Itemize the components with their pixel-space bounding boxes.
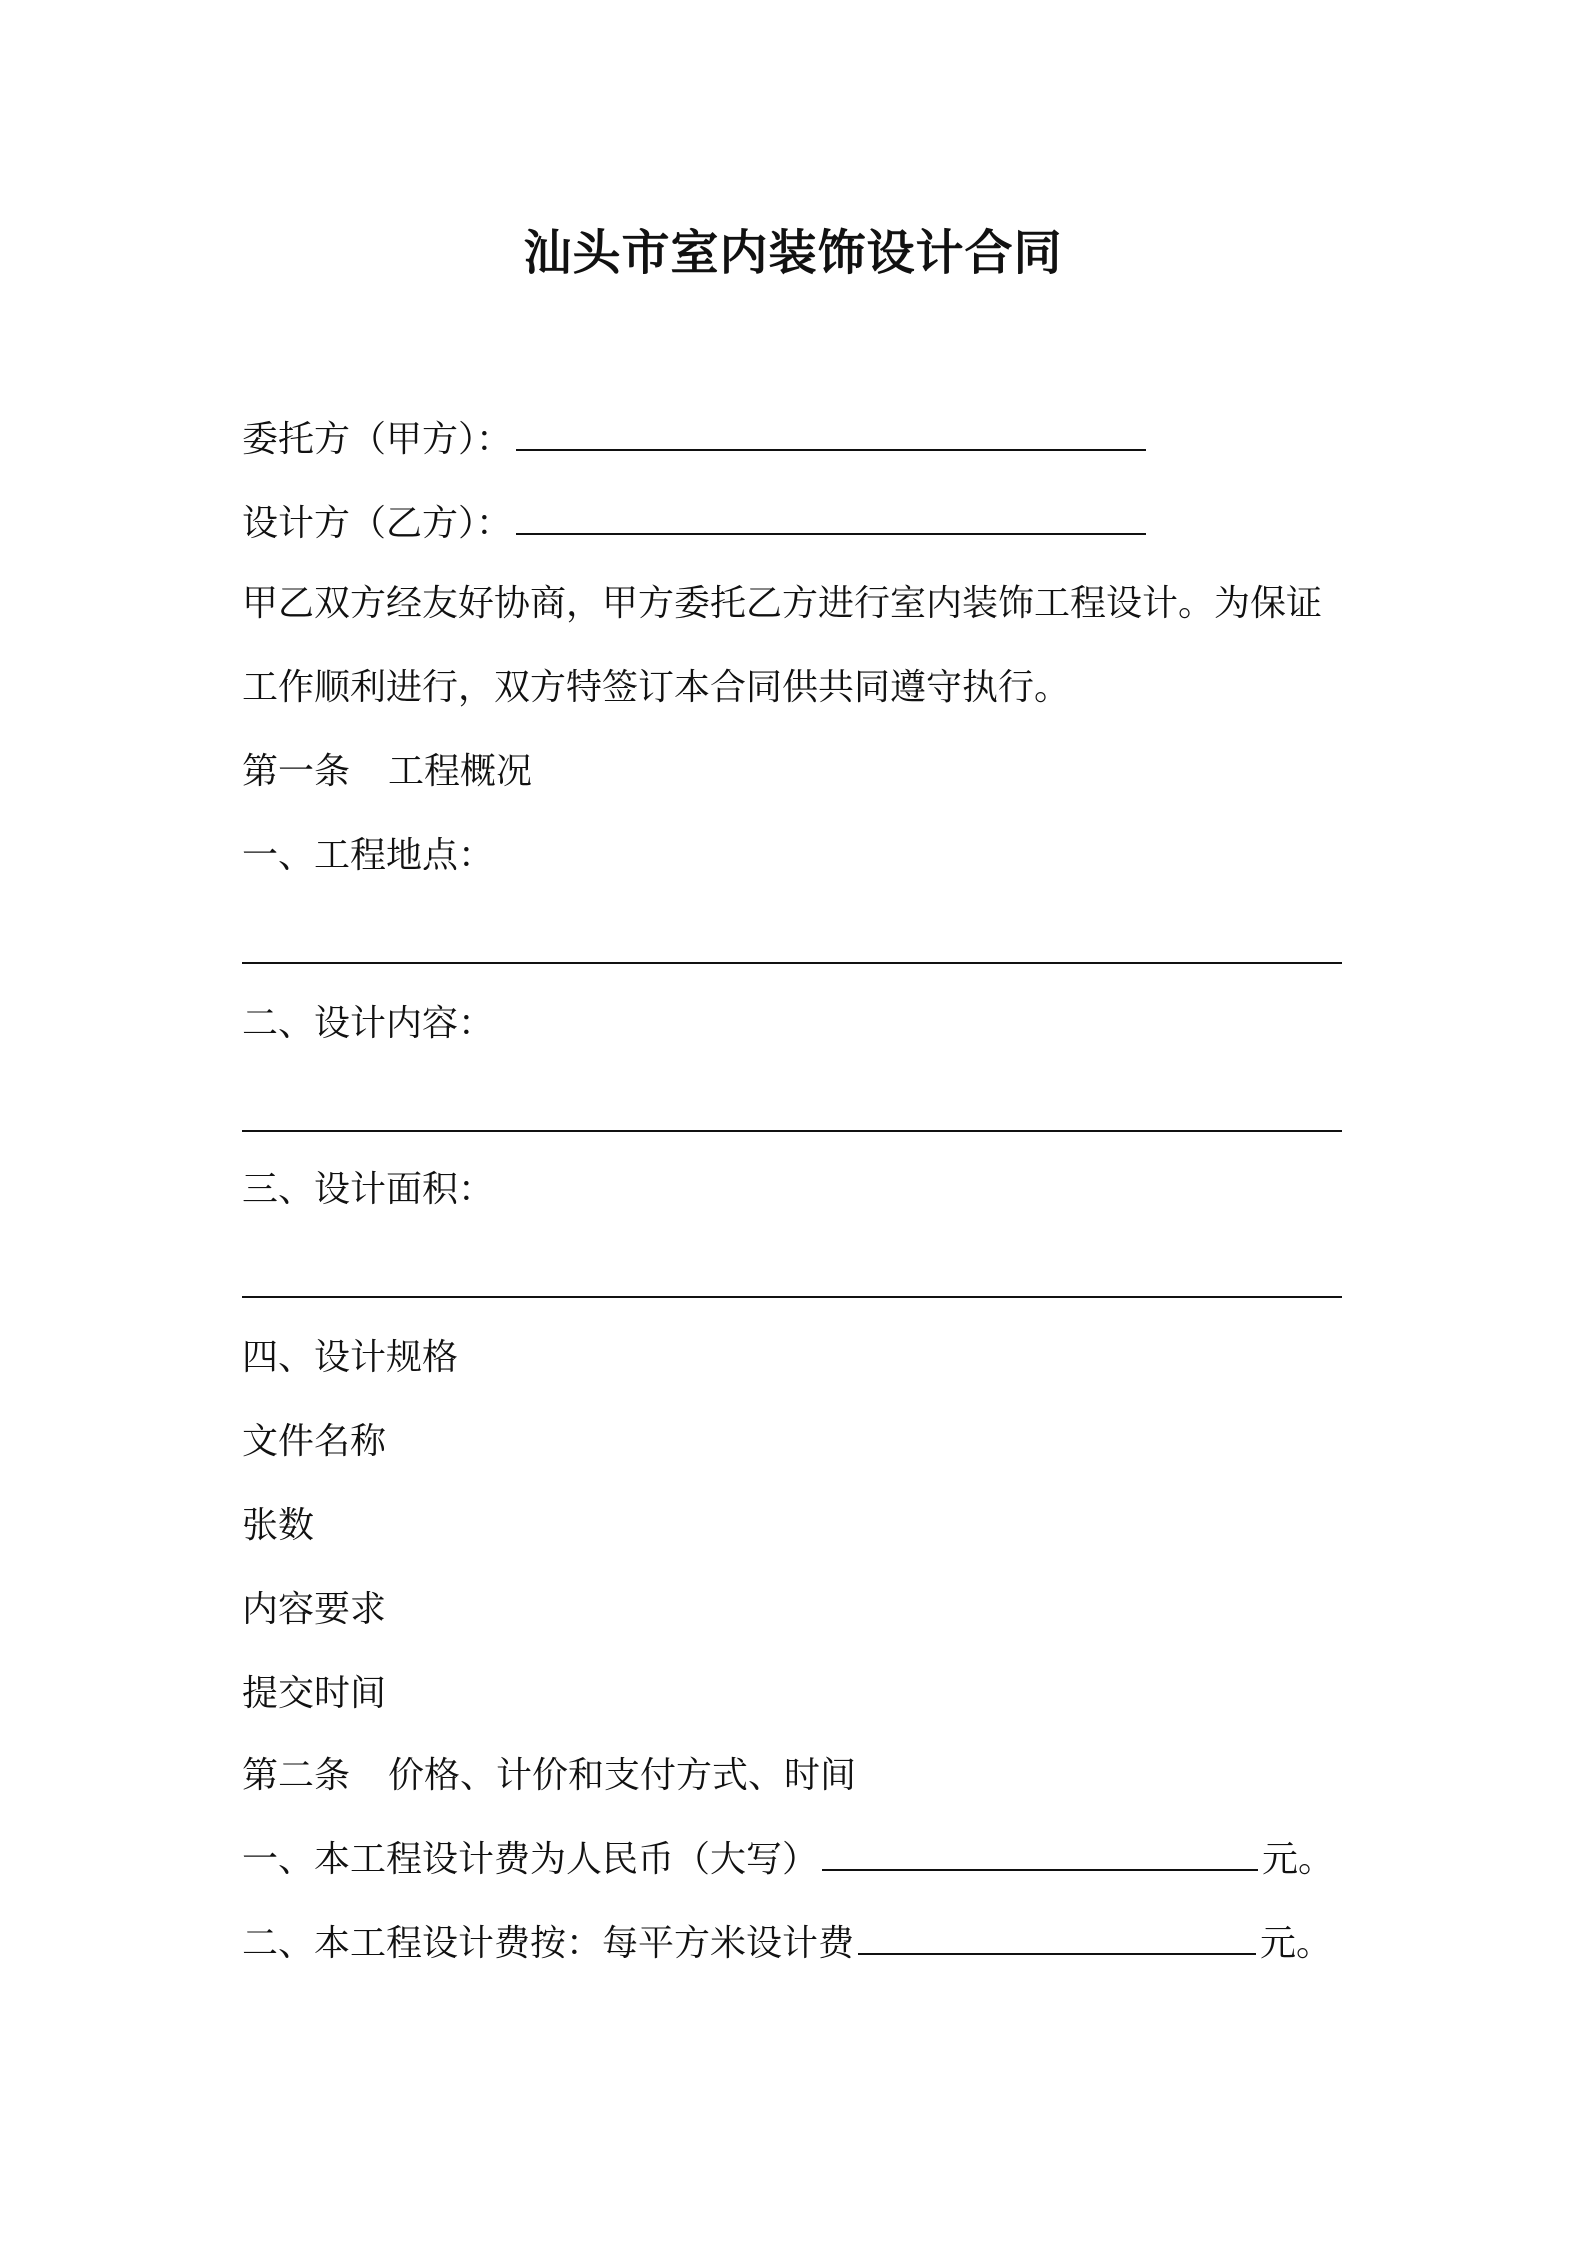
spec-submission-time: 提交时间 [242,1673,387,1714]
article-2-number: 第二条 [242,1755,351,1796]
spec-sheet-count: 张数 [242,1505,315,1546]
party-b-line [242,500,1150,548]
item-project-location: 一、工程地点： [242,835,495,876]
fee-total-blank[interactable] [822,1839,1258,1871]
spec-content-requirements: 内容要求 [242,1589,387,1630]
party-a-blank[interactable] [516,419,1146,451]
fee-total-label: 一、本工程设计费为人民币（大写） [242,1839,819,1880]
article-2-heading [242,1752,856,1800]
item-design-content: 二、设计内容： [242,1003,495,1044]
fee-per-sqm-label: 二、本工程设计费按：每平方米设计费 [242,1923,855,1964]
article-1-number: 第一条 [242,751,351,792]
design-area-blank[interactable] [242,1296,1342,1298]
item-design-area: 三、设计面积： [242,1169,495,1210]
document-title: 汕头市室内装饰设计合同 [523,225,1063,281]
item-design-spec: 四、设计规格 [242,1337,459,1378]
article-1-title: 工程概况 [388,751,533,792]
party-a-line [242,416,1150,464]
fee-per-sqm-unit: 元。 [1260,1923,1333,1964]
party-b-blank[interactable] [516,503,1146,535]
fee-per-sqm-blank[interactable] [858,1923,1256,1955]
fee-total-line [242,1836,1334,1884]
design-content-blank[interactable] [242,1130,1342,1132]
article-2-title: 价格、计价和支付方式、时间 [388,1755,857,1796]
fee-per-sqm-line [242,1920,1332,1968]
party-a-label: 委托方（甲方）： [242,419,513,460]
project-location-blank[interactable] [242,962,1342,964]
article-1-heading [242,748,532,796]
intro-line-1: 甲乙双方经友好协商，甲方委托乙方进行室内装饰工程设计。为保证 [242,583,1323,624]
party-b-label: 设计方（乙方）： [242,503,513,544]
spec-file-name: 文件名称 [242,1421,387,1462]
intro-line-2: 工作顺利进行，双方特签订本合同供共同遵守执行。 [242,667,1071,708]
fee-total-unit: 元。 [1262,1839,1335,1880]
